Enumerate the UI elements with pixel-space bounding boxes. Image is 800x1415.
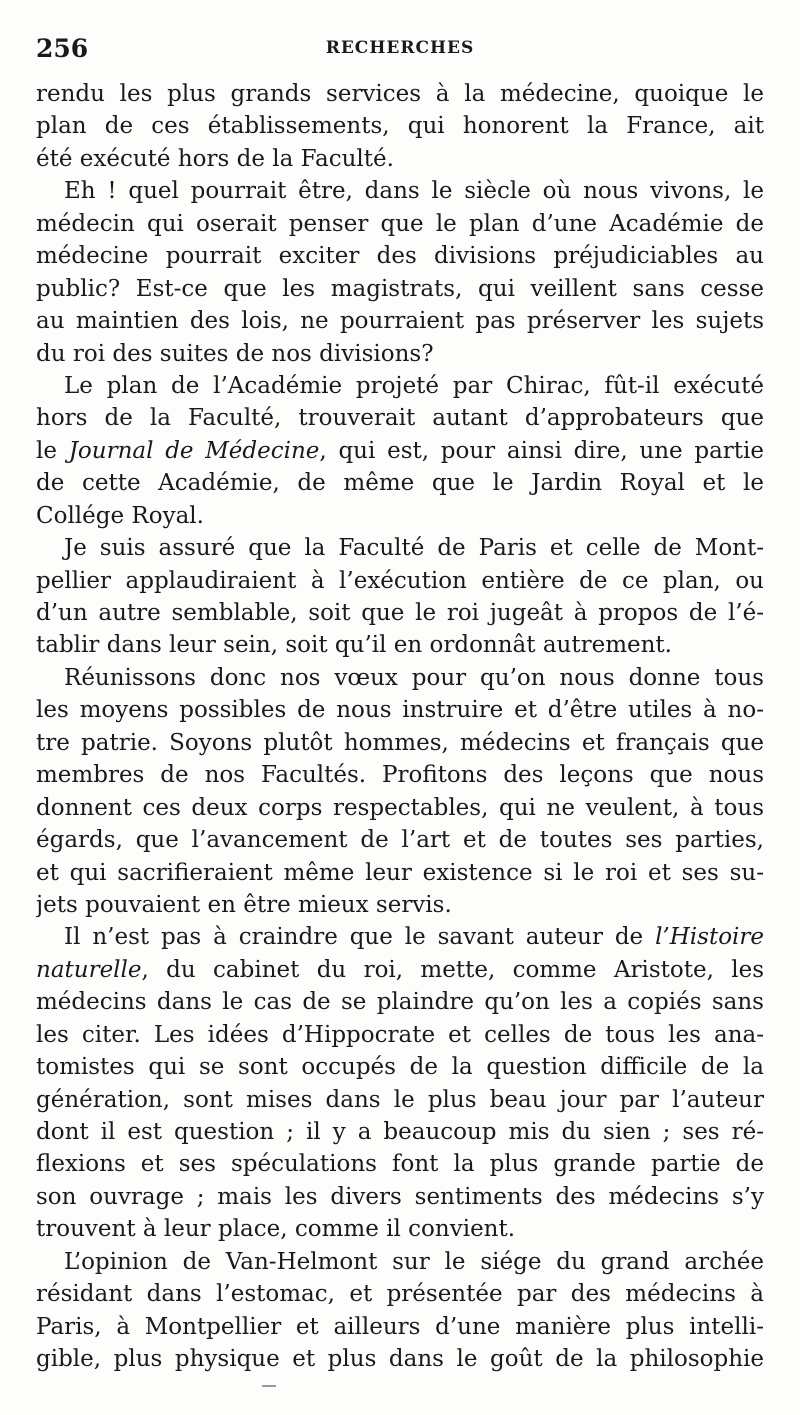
text-line [36, 175, 764, 207]
text-line [36, 143, 764, 175]
text-run: , qui est, pour ainsi dire, une partie [319, 437, 764, 464]
text-line [36, 532, 764, 564]
text-line [36, 240, 764, 272]
text-line [36, 1246, 764, 1278]
text-line [36, 500, 764, 532]
text-line [36, 824, 764, 856]
text-run: de cette Académie, de même que le Jardin Royal et le [36, 470, 764, 497]
text-line [36, 792, 764, 824]
text-run: génération, sont mises dans le plus beau jour par l’auteur [36, 1086, 764, 1113]
text-run: tablir dans leur sein, soit qu’il en ordonnât autrement. [36, 632, 672, 659]
body-text [36, 78, 764, 1376]
text-line [36, 78, 764, 110]
text-line [36, 1213, 764, 1245]
text-line [36, 954, 764, 986]
text-line [36, 110, 764, 142]
text-line [36, 694, 764, 726]
italic-title: naturelle [36, 956, 142, 983]
text-line [36, 889, 764, 921]
text-line [36, 1343, 764, 1375]
text-run: médecine pourrait exciter des divisions préjudiciables au [36, 243, 764, 270]
page-header [36, 34, 764, 70]
text-run: public? Est-ce que les magistrats, qui veillent sans cesse [36, 275, 764, 302]
text-run: trouvent à leur place, comme il convient. [36, 1216, 516, 1243]
text-run: Le plan de l’Académie projeté par Chirac, fût-il exécuté [64, 372, 764, 399]
text-run: hors de la Faculté, trouverait autant d’approbateurs que [36, 405, 764, 432]
text-run: tre patrie. Soyons plutôt hommes, médecins et français que [36, 729, 764, 756]
text-run: au maintien des lois, ne pourraient pas préserver les sujets [36, 308, 764, 335]
text-line [36, 1148, 764, 1180]
text-line [36, 370, 764, 402]
text-run: Il n’est pas à craindre que le savant auteur de [64, 924, 656, 951]
text-line [36, 435, 764, 467]
page-number: 256 [36, 34, 89, 63]
text-line [36, 1278, 764, 1310]
text-line [36, 305, 764, 337]
text-run: résidant dans l’estomac, et présentée par des médecins à [36, 1281, 764, 1308]
text-run: son ouvrage ; mais les divers sentiments des médecins s’y [36, 1183, 764, 1210]
text-run: Collége Royal. [36, 502, 204, 529]
text-run: flexions et ses spéculations font la plus grande partie de [36, 1151, 764, 1178]
text-line [36, 662, 764, 694]
text-run: égards, que l’avancement de l’art et de toutes ses parties, [36, 827, 764, 854]
text-run: médecin qui oserait penser que le plan d’une Académie de [36, 210, 764, 237]
text-line [36, 986, 764, 1018]
italic-title: Journal de Médecine [68, 437, 320, 464]
text-run: , du cabinet du roi, mette, comme Aristote, les [141, 956, 764, 983]
text-line [36, 857, 764, 889]
text-run: d’un autre semblable, soit que le roi jugeât à propos de l’é- [36, 600, 764, 626]
text-run: Paris, à Montpellier et ailleurs d’une manière plus intelli- [36, 1313, 764, 1340]
text-line [36, 629, 764, 661]
text-line [36, 727, 764, 759]
text-run: pellier applaudiraient à l’exécution entière de ce plan, ou [36, 567, 764, 594]
text-line [36, 273, 764, 305]
text-line [36, 338, 764, 370]
text-run: membres de nos Facultés. Profitons des leçons que nous [36, 762, 764, 789]
text-run: et qui sacrifieraient même leur existence si le roi et ses su- [36, 859, 764, 886]
text-line [36, 1019, 764, 1051]
text-line [36, 1181, 764, 1213]
text-line [36, 467, 764, 499]
text-run: L’opinion de Van-Helmont sur le siége du grand archée [64, 1248, 764, 1275]
text-line [36, 402, 764, 434]
text-line [36, 921, 764, 953]
text-line [36, 1116, 764, 1148]
text-line [36, 565, 764, 597]
text-run: jets pouvaient en être mieux servis. [36, 891, 452, 918]
text-line [36, 1051, 764, 1083]
text-run: du roi des suites de nos divisions? [36, 340, 434, 367]
text-run: donnent ces deux corps respectables, qui ne veulent, à tous [36, 794, 764, 821]
text-run: Eh ! quel pourrait être, dans le siècle où nous vivons, le [64, 178, 764, 205]
text-run: gible, plus physique et plus dans le goût de la philosophie [36, 1346, 764, 1373]
text-run: dont il est question ; il y a beaucoup mis du sien ; ses ré- [36, 1119, 764, 1145]
text-run: rendu les plus grands services à la médecine, quoique le [36, 81, 764, 107]
text-line [36, 1084, 764, 1116]
text-run: plan de ces établissements, qui honorent la France, ait [36, 113, 764, 140]
text-line [36, 1311, 764, 1343]
text-run: tomistes qui se sont occupés de la question difficile de la [36, 1054, 764, 1081]
text-run: Je suis assuré que la Faculté de Paris et celle de Mont- [64, 535, 764, 562]
text-line [36, 597, 764, 629]
text-run: Réunissons donc nos vœux pour qu’on nous donne tous [64, 664, 764, 691]
text-run: les citer. Les idées d’Hippocrate et celles de tous les ana- [36, 1021, 764, 1048]
text-line [36, 759, 764, 791]
printer-mark [262, 1385, 276, 1387]
text-run: été exécuté hors de la Faculté. [36, 145, 394, 172]
running-head: RECHERCHES [325, 38, 475, 58]
text-run: le [36, 437, 69, 464]
text-line [36, 208, 764, 240]
text-run: médecins dans le cas de se plaindre qu’on les a copiés sans [36, 989, 764, 1016]
italic-title: l’Histoire [655, 924, 764, 951]
text-run: les moyens possibles de nous instruire et d’être utiles à no- [36, 697, 764, 724]
